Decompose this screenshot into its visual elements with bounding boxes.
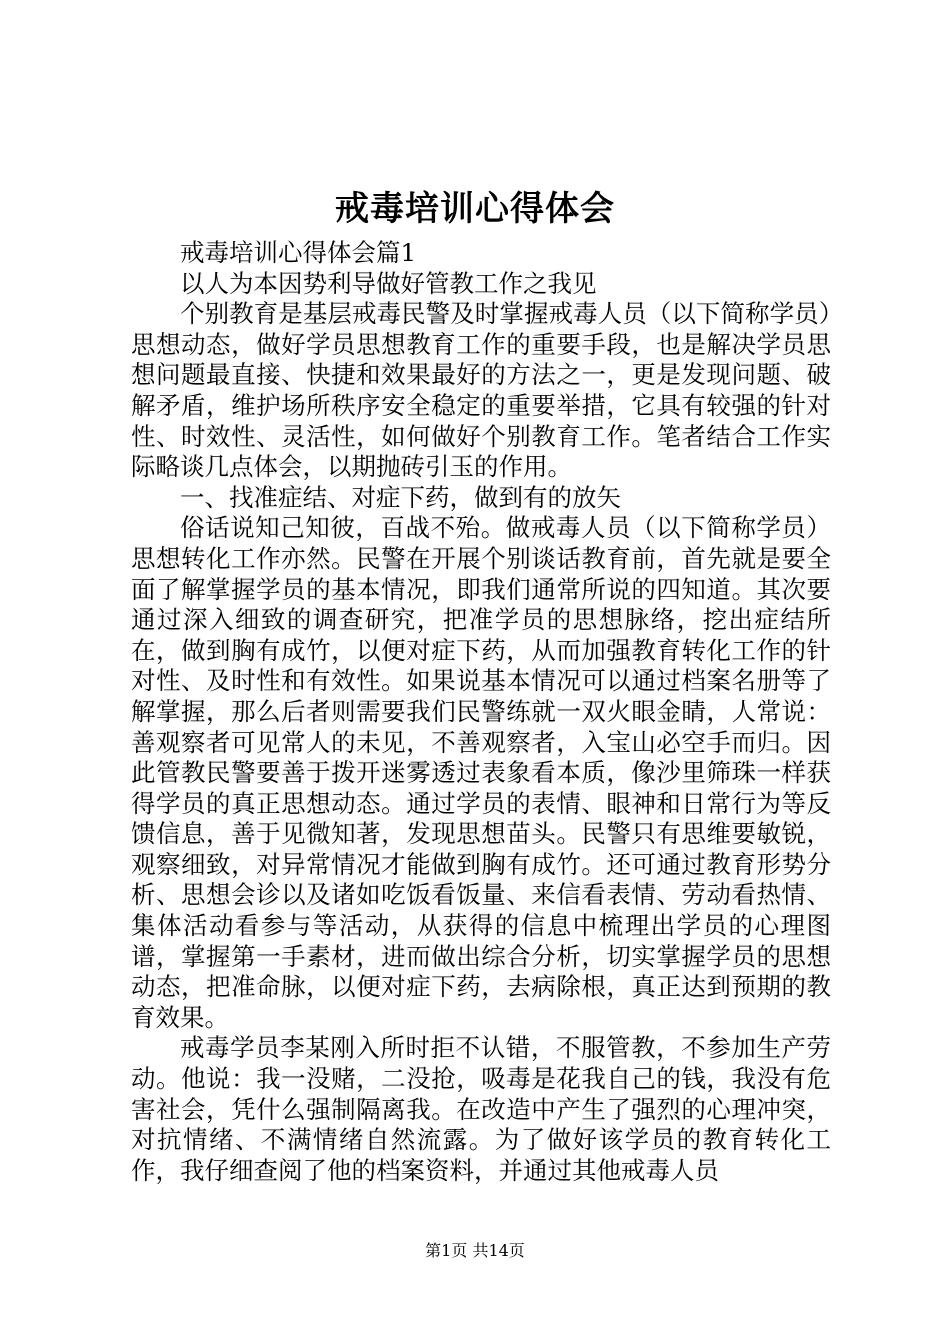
page-footer: 第1页 共14页 — [425, 1241, 525, 1260]
article-subtitle: 以人为本因势利导做好管教工作之我见 — [180, 268, 597, 298]
body-paragraph: 个别教育是基层戒毒民警及时掌握戒毒人员（以下简称学员）思想动态，做好学员思想教育工作的重要手段，也是解决学员思想问题最直接、快捷和效果最好的方法之一，更是发现问题、破解矛盾，维护场所秩序安全稳定的重要举措，它具有较强的针对性、时效性、灵活性，如何做好个别教育工作。笔者结合工作实际略谈几点体会，以期抛砖引玉的作用。 — [131, 299, 831, 482]
document-body — [131, 238, 831, 1186]
subsection-heading: 一、找准症结、对症下药，做到有的放矢 — [180, 482, 621, 512]
body-paragraph: 俗话说知己知彼，百战不殆。做戒毒人员（以下简称学员）思想转化工作亦然。民警在开展个别谈话教育前，首先就是要全面了解掌握学员的基本情况，即我们通常所说的四知道。其次要通过深入细致的调查研究，把准学员的思想脉络，挖出症结所在，做到胸有成竹，以便对症下药，从而加强教育转化工作的针对性、及时性和有效性。如果说基本情况可以通过档案名册等了解掌握，那么后者则需要我们民警练就一双火眼金睛，人常说：善观察者可见常人的未见，不善观察者，入宝山必空手而归。因此管教民警要善于拨开迷雾透过表象看本质，像沙里筛珠一样获得学员的真正思想动态。通过学员的表情、眼神和日常行为等反馈信息，善于见微知著，发现思想苗头。民警只有思维要敏锐，观察细致，对异常情况才能做到胸有成竹。还可通过教育形势分析、思想会诊以及诸如吃饭看饭量、来信看表情、劳动看热情、集体活动看参与等活动，从获得的信息中梳理出学员的心理图谱，掌握第一手素材，进而做出综合分析，切实掌握学员的思想动态，把准命脉，以便对症下药，去病除根，真正达到预期的教育效果。 — [131, 513, 831, 1032]
body-paragraph: 戒毒学员李某刚入所时拒不认错，不服管教，不参加生产劳动。他说：我一没赌，二没抢，吸毒是花我自己的钱，我没有危害社会，凭什么强制隔离我。在改造中产生了强烈的心理冲突，对抗情绪、不满情绪自然流露。为了做好该学员的教育转化工作，我仔细查阅了他的档案资料，并通过其他戒毒人员 — [131, 1033, 831, 1185]
section-heading: 戒毒培训心得体会篇1 — [180, 238, 417, 267]
document-title: 戒毒培训心得体会 — [335, 189, 615, 229]
